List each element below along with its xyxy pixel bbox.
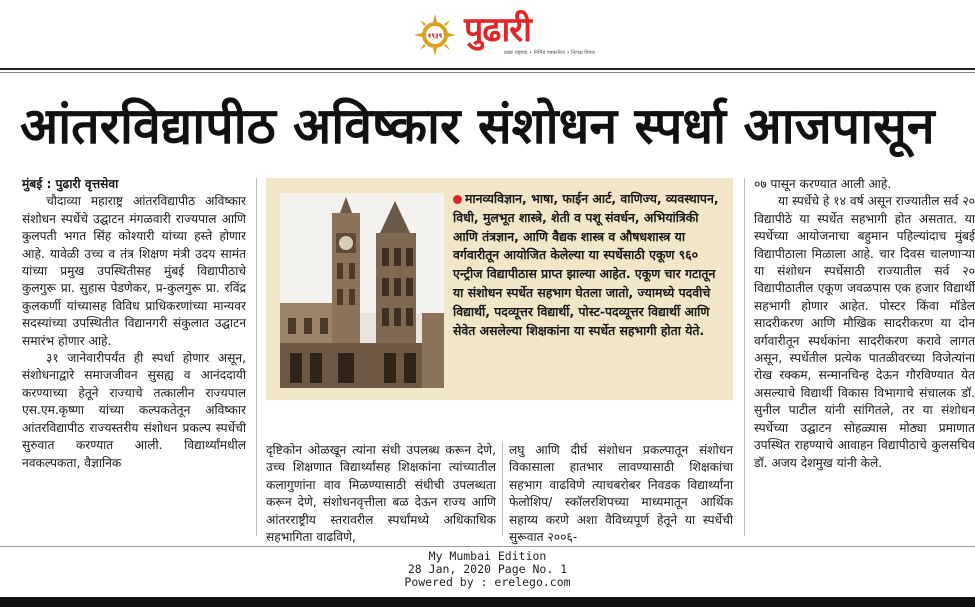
footer-rule — [0, 546, 975, 547]
article-column-4 — [754, 176, 975, 536]
article-column-1 — [22, 176, 246, 536]
edition-date-page: 28 Jan, 2020 Page No. 1 — [407, 562, 568, 576]
pull-quote-text: मानव्यविज्ञान, भाषा, फाईन आर्ट, वाणिज्य, व्यवस्थापन, विधी, मुलभूत शास्त्रे, शेती व पशू संवर्धन, अभियांत्रिकी आणि तंत्रज्ञान, आणि वैद्यक शास्त्र व औषधशास्त्र या वर्गवारीतून आयोजित केलेल्या या स्पर्धेसाठी एकूण ९६० एन्ट्रीज विद्यापीठास प्राप्त झाल्या आहेत. एकूण चार गटातून या संशोधन स्पर्धेत सहभाग घेतला जातो, ज्यामध्ये पदवीचे विद्यार्थी, पदव्यूत्तर विद्यार्थी, पोस्ट-पदव्यूत्तर विद्यार्थी आणि सेवेत असलेल्या शिक्षकांना या स्पर्धेत सहभागी होता येते. — [453, 191, 719, 338]
paragraph: चौदाव्या महाराष्ट्र आंतरविद्यापीठ अविष्कार संशोधन स्पर्धेचे उद्घाटन मंगळवारी राज्यपाल आणि कुलपती भगत सिंह कोश्यारी यांच्या हस्ते होणार आहे. यावेळी उच्च व तंत्र शिक्षण मंत्री उदय सामंत यांच्या प्रमुख उपस्थितीसह मुंबई विद्यापीठाचे कुलगुरू प्रा. सुहास पेडणेकर, प्र-कुलगुरू प्रा. रविंद्र कुलकर्णी यांच्यासह विविध प्राधिकरणांच्या मान्यवर सदस्यांच्या उपस्थितीत विद्यानगरी संकुलात उद्घाटन समारंभ होणार आहे. — [22, 194, 246, 348]
masthead — [0, 0, 975, 66]
emblem-year: १९३९ — [427, 32, 443, 40]
paragraph: ०७ पासून करण्यात आली आहे. — [754, 177, 892, 191]
column-divider — [256, 178, 257, 536]
university-building-photo — [280, 193, 444, 388]
edition-name: My Mumbai Edition — [428, 549, 547, 563]
paragraph: दृष्टिकोन ओळखून त्यांना संधी उपलब्ध करून देणे, उच्च शिक्षणात विद्यार्थ्यांसह शिक्षकांना त्यांच्यातील कलागुणांना वाव मिळण्यासाठी संधीची उपलब्धता करून देणे, संशोधनवृत्तीला बळ देऊन राज्य आणि आंतरराष्ट्रीय स्तरावरील स्पर्धांमध्ये अधिकाधिक सहभागिता वाढविणे, — [266, 443, 496, 545]
paragraph: लघु आणि दीर्घ संशोधन प्रकल्पातून संशोधन विकासाला हातभार लावण्यासाठी शिक्षकांचा सहभाग वाढविणे त्याचबरोबर निवडक विद्यार्थ्यांना फेलोशिप/ स्कॉलरशिपच्या माध्यमातून आर्थिक सहाय्य करणे अशा वैविध्यपूर्ण हेतूने या स्पर्धेची सुरूवात २००६- — [509, 443, 733, 545]
column-divider — [502, 442, 503, 536]
pull-quote — [453, 190, 721, 340]
byline: मुंबई : पुढारी वृत्तसेवा — [22, 177, 119, 191]
brand-logo: पुढारी — [464, 10, 531, 50]
paragraph: ३१ जानेवारीपर्यंत ही स्पर्धा होणार असून, संशोधनाद्वारे समाजजीवन सुसह्य व आनंददायी करण्याच्या हेतूने राज्याचे तत्कालीन राज्यपाल एस.एम.कृष्णा यांच्या कल्पकतेतून अविष्कार आंतरविद्यापीठ राज्यस्तरीय संशोधन प्रकल्प स्पर्धेची सुरुवात करण्यात आली. विद्यार्थ्यांमधील नवकल्पकता, वैज्ञानिक — [22, 351, 246, 470]
masthead-rule — [0, 68, 975, 70]
brand-tagline: प्रखर राष्ट्रवाद • निर्भिड पत्रकारिता • निःपक्ष विचार — [504, 50, 595, 56]
masthead-rule-thin — [0, 72, 975, 73]
bottom-bar — [0, 597, 975, 607]
article-column-2 — [266, 442, 496, 545]
column-divider — [744, 178, 745, 536]
sun-emblem-icon — [414, 14, 456, 56]
bullet-icon — [453, 195, 462, 204]
headline: आंतरविद्यापीठ अविष्कार संशोधन स्पर्धा आजपासून — [20, 97, 935, 155]
paragraph: या स्पर्धेचे हे १४ वर्ष असून राज्यातील सर्व २० विद्यापीठे या स्पर्धेत सहभागी होत असतात. या स्पर्धेच्या आयोजनाचा बहुमान पहिल्यांदाच मुंबई विद्यापीठाला मिळाला आहे. चार दिवस चालणाऱ्या या संशोधन स्पर्धेसाठी राज्यातील सर्व २० विद्यापीठातील एकूण जवळपास एक हजार विद्यार्थी सहभागी होणार आहेत. पोस्टर किंवा मॉडेल सादरीकरण आणि मौखिक सादरीकरण या दोन वर्गवारीतून स्पर्धकांना सादरीकरण करावे लागत असून, स्पर्धेतील प्रत्येक पातळीवरच्या विजेत्यांना रोख रक्कम, सन्मानचिन्ह देऊन गौरविण्यात येत असल्याचे विद्यार्थी विकास विभागाचे संचालक डॉ. सुनील पाटील यांनी सांगितले, तर या संशोधन स्पर्धेच्या उद्घाटन सोहळ्यास मोठ्या प्रमाणात उपस्थित राहण्याचे आवाहन विद्यापीठाचे कुलसचिव डॉ. अजय देशमुख यांनी केले. — [754, 194, 975, 470]
powered-by: Powered by : erelego.com — [404, 575, 571, 589]
article-column-3 — [509, 442, 733, 545]
edition-footer — [0, 550, 975, 589]
